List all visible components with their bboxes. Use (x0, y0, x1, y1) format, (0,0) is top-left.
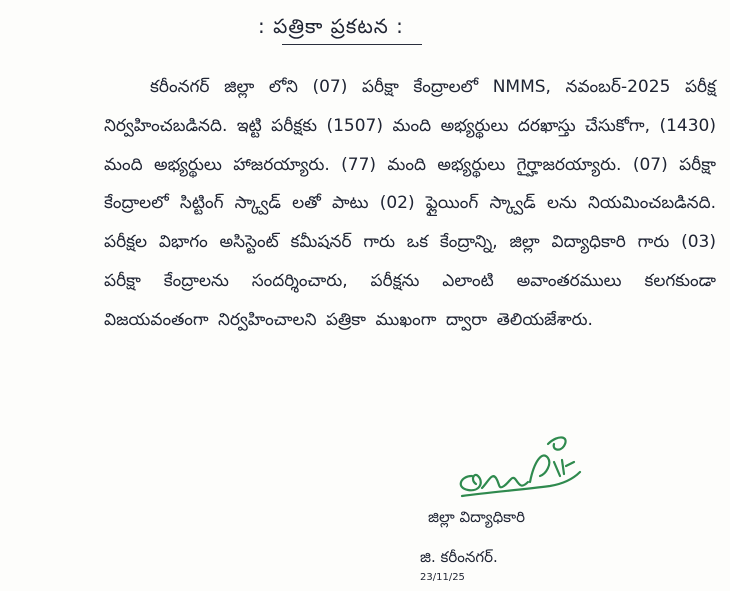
officer-designation: జిల్లా విద్యాధికారి (428, 508, 526, 526)
signature-icon (450, 432, 590, 512)
title-underline (282, 44, 422, 45)
press-note-body: కరీంనగర్ జిల్లా లోని (07) పరీక్షా కేంద్రాలలో NMMS, నవంబర్-2025 పరీక్ష నిర్వహించబడినది. ఇట్టి పరీక్షకు (1507) మంది అభ్యర్థులు దరఖాస్తు చేసుకోగా, (1430) మంది అభ్యర్థులు హాజరయ్యారు. (77) మంది అభ్యర్థులు గైర్హాజరయ్యారు. (07) పరీక్షా కేంద్రాలలో సిట్టింగ్ స్క్వాడ్ లతో పాటు (02) ఫ్లైయింగ్ స్క్వాడ్ లను నియమించబడినది. పరీక్షల విభాగం అసిస్టెంట్ కమీషనర్ గారు ఒక కేంద్రాన్ని, జిల్లా విద్యాధికారి గారు (03) పరీక్షా కేంద్రాలను సందర్శించారు, పరీక్షను ఎలాంటి అవాంతరములు కలగకుండా విజయవంతంగా నిర్వహించాలని పత్రికా ముఖంగా ద్వారా తెలియజేశారు. (104, 77, 716, 330)
date-mark: 23/11/25 (420, 572, 465, 583)
place-name: జి. కరీంనగర్. (420, 548, 498, 566)
press-note-title: : పత్రికా ప్రకటన : (258, 14, 404, 38)
